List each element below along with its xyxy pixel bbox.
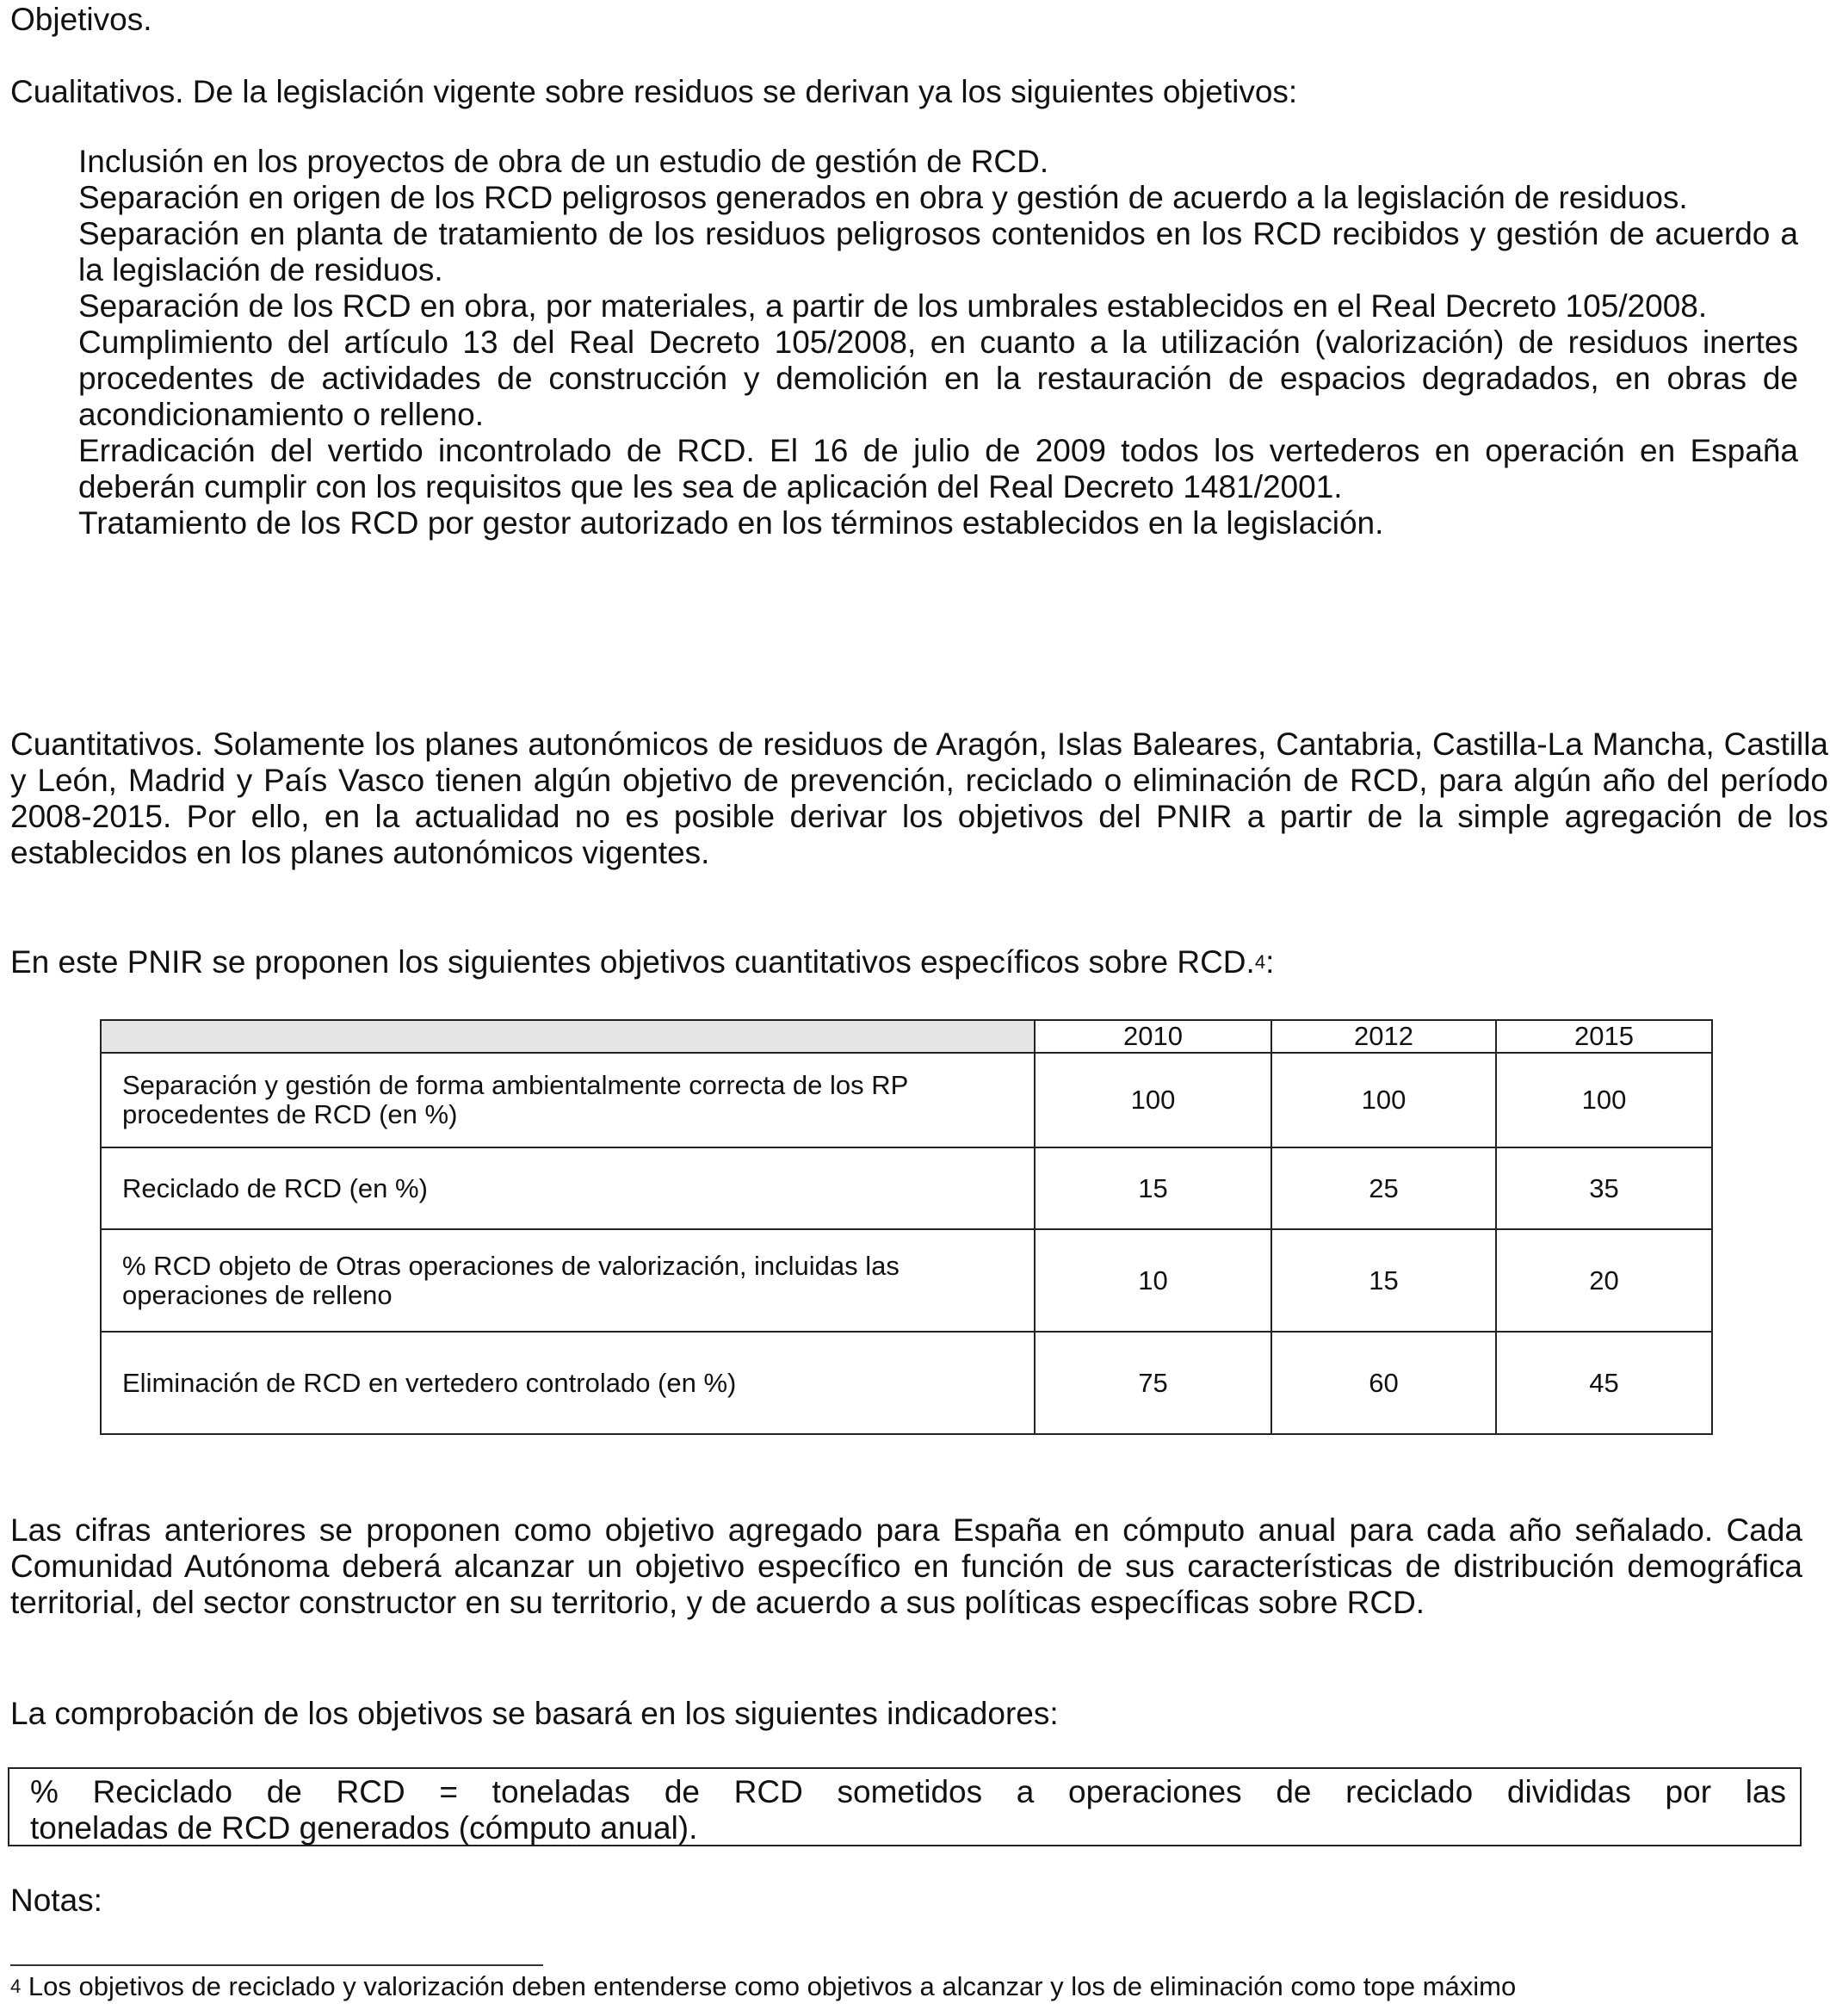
row-label: Reciclado de RCD (en %)	[101, 1147, 1035, 1229]
list-item: Erradicación del vertido incontrolado de RCD. El 16 de julio de 2009 todos los vertederos en operación en España deberán cumplir con los requisitos que les sea de aplicación del Real Decreto 1481/2001.	[78, 433, 1798, 504]
table-cell: 15	[1035, 1147, 1271, 1229]
footnote	[10, 1971, 1516, 2002]
row-label: % RCD objeto de Otras operaciones de valorización, incluidas las operaciones de relleno	[101, 1229, 1035, 1332]
table-row	[101, 1053, 1712, 1147]
year-header: 2015	[1496, 1020, 1712, 1053]
row-label: Separación y gestión de forma ambientalmente correcta de los RP procedentes de RCD (en %)	[101, 1053, 1035, 1147]
indicator-line: % Reciclado de RCD = toneladas de RCD sometidos a operaciones de reciclado divididas por las	[30, 1774, 1786, 1809]
objetivos-heading: Objetivos.	[10, 2, 152, 37]
table-cell: 45	[1496, 1332, 1712, 1434]
table-header-row	[101, 1020, 1712, 1053]
list-item: Cumplimiento del artículo 13 del Real Decreto 105/2008, en cuanto a la utilización (valorización) de residuos inertes procedentes de actividades de construcción y demolición en la restauración de espacios degradados, en obras de acondicionamiento o relleno.	[78, 325, 1798, 432]
footnote-divider	[10, 1964, 543, 1966]
footnote-text: Los objetivos de reciclado y valorización deben entenderse como objetivos a alcanzar y los de eliminación como tope máximo	[28, 1971, 1517, 2001]
list-item: Inclusión en los proyectos de obra de un estudio de gestión de RCD.	[78, 144, 1049, 179]
table-cell: 10	[1035, 1229, 1271, 1332]
cualitativos-list	[78, 144, 1798, 541]
year-header: 2010	[1035, 1020, 1271, 1053]
indicadores-intro: La comprobación de los objetivos se basará en los siguientes indicadores:	[10, 1696, 1059, 1731]
row-label: Eliminación de RCD en vertedero controlado (en %)	[101, 1332, 1035, 1434]
table-cell: 100	[1035, 1053, 1271, 1147]
table-corner-cell	[101, 1020, 1035, 1053]
indicator-box	[8, 1767, 1802, 1846]
objectives-table	[100, 1019, 1713, 1435]
table-row	[101, 1332, 1712, 1434]
table-cell: 100	[1271, 1053, 1496, 1147]
table-intro	[10, 944, 1274, 980]
cuantitativos-paragraph	[10, 727, 1828, 871]
cifras-text: Las cifras anteriores se proponen como objetivo agregado para España en cómputo anual para cada año señalado. Cada Comunidad Autónoma deberá alcanzar un objetivo específico en función de sus características de distribución demográfica territorial, del sector constructor en su territorio, y de acuerdo a sus políticas específicas sobre RCD.	[10, 1512, 1802, 1620]
indicator-formula	[30, 1774, 1786, 1846]
indicator-line: toneladas de RCD generados (cómputo anual).	[30, 1810, 698, 1846]
list-item: Tratamiento de los RCD por gestor autorizado en los términos establecidos en la legislación.	[78, 505, 1384, 541]
year-header: 2012	[1271, 1020, 1496, 1053]
list-item: Separación en planta de tratamiento de los residuos peligrosos contenidos en los RCD recibidos y gestión de acuerdo a la legislación de residuos.	[78, 216, 1798, 288]
cifras-paragraph	[10, 1512, 1802, 1621]
table-cell: 15	[1271, 1229, 1496, 1332]
table-cell: 100	[1496, 1053, 1712, 1147]
cualitativos-intro: Cualitativos. De la legislación vigente sobre residuos se derivan ya los siguientes objetivos:	[10, 74, 1298, 109]
list-item: Separación en origen de los RCD peligrosos generados en obra y gestión de acuerdo a la legislación de residuos.	[78, 180, 1688, 215]
table-cell: 20	[1496, 1229, 1712, 1332]
table-row	[101, 1147, 1712, 1229]
footnote-ref: 4	[1254, 951, 1266, 973]
table-cell: 35	[1496, 1147, 1712, 1229]
table-intro-text: En este PNIR se proponen los siguientes objetivos cuantitativos específicos sobre RCD.	[10, 944, 1255, 980]
table-cell: 25	[1271, 1147, 1496, 1229]
table-intro-colon: :	[1265, 944, 1275, 980]
table-cell: 60	[1271, 1332, 1496, 1434]
footnote-number: 4	[10, 1976, 22, 1997]
notas-label: Notas:	[10, 1883, 102, 1918]
table-row	[101, 1229, 1712, 1332]
list-item: Separación de los RCD en obra, por materiales, a partir de los umbrales establecidos en el Real Decreto 105/2008.	[78, 288, 1708, 324]
cuantitativos-text: Cuantitativos. Solamente los planes autonómicos de residuos de Aragón, Islas Baleares, Cantabria, Castilla-La Mancha, Castilla y León, Madrid y País Vasco tienen algún objetivo de prevención, reciclado o eliminación de RCD, para algún año del período 2008-2015. Por ello, en la actualidad no es posible derivar los objetivos del PNIR a partir de la simple agregación de los establecidos en los planes autonómicos vigentes.	[10, 727, 1828, 870]
table-cell: 75	[1035, 1332, 1271, 1434]
